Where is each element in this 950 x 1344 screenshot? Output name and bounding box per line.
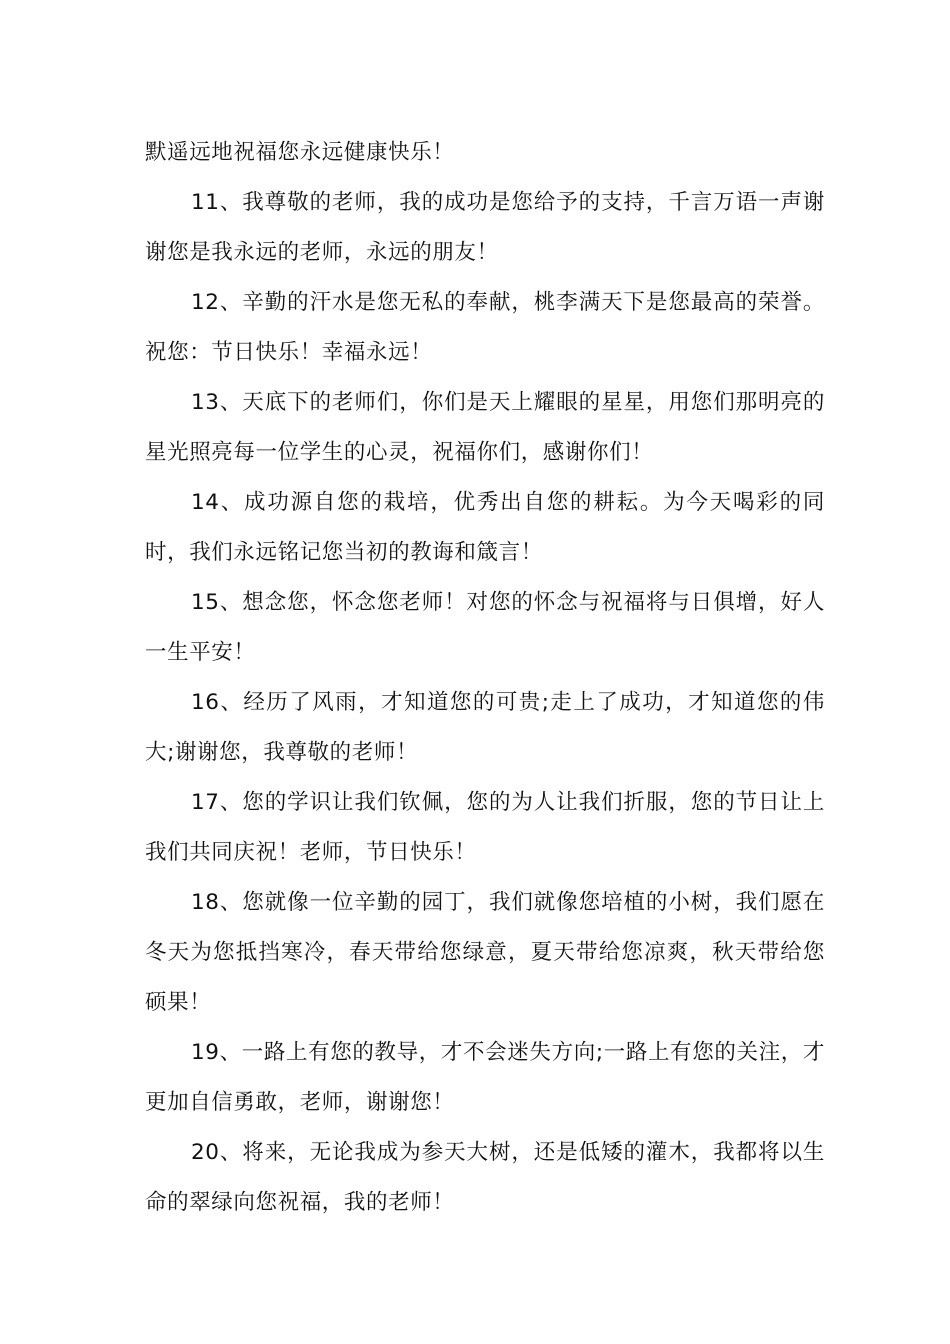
paragraph-item-16: 16、经历了风雨，才知道您的可贵;走上了成功，才知道您的伟大;谢谢您，我尊敬的老师！ — [145, 690, 825, 765]
paragraph-item-19: 19、一路上有您的教导，才不会迷失方向;一路上有您的关注，才更加自信勇敢，老师，谢谢您！ — [145, 1040, 825, 1115]
paragraph-item-11: 11、我尊敬的老师，我的成功是您给予的支持，千言万语一声谢谢您是我永远的老师，永远的朋友！ — [145, 190, 825, 265]
paragraph-item-12: 12、辛勤的汗水是您无私的奉献，桃李满天下是您最高的荣誉。祝您：节日快乐！幸福永远！ — [145, 290, 825, 365]
document-body — [145, 128, 825, 1228]
paragraph-item-13: 13、天底下的老师们，你们是天上耀眼的星星，用您们那明亮的星光照亮每一位学生的心灵，祝福你们，感谢你们！ — [145, 390, 825, 465]
paragraph-item-17: 17、您的学识让我们钦佩，您的为人让我们折服，您的节日让上我们共同庆祝！老师，节日快乐！ — [145, 790, 825, 865]
paragraph-item-18: 18、您就像一位辛勤的园丁，我们就像您培植的小树，我们愿在冬天为您抵挡寒冷，春天带给您绿意，夏天带给您凉爽，秋天带给您硕果！ — [145, 890, 825, 1015]
paragraph-continuation: 默遥远地祝福您永远健康快乐！ — [145, 140, 455, 165]
paragraph-item-20: 20、将来，无论我成为参天大树，还是低矮的灌木，我都将以生命的翠绿向您祝福，我的老师！ — [145, 1140, 825, 1215]
paragraph-item-15: 15、想念您，怀念您老师！对您的怀念与祝福将与日俱增，好人一生平安！ — [145, 590, 825, 665]
paragraph-item-14: 14、成功源自您的栽培，优秀出自您的耕耘。为今天喝彩的同时，我们永远铭记您当初的教诲和箴言！ — [145, 490, 825, 565]
